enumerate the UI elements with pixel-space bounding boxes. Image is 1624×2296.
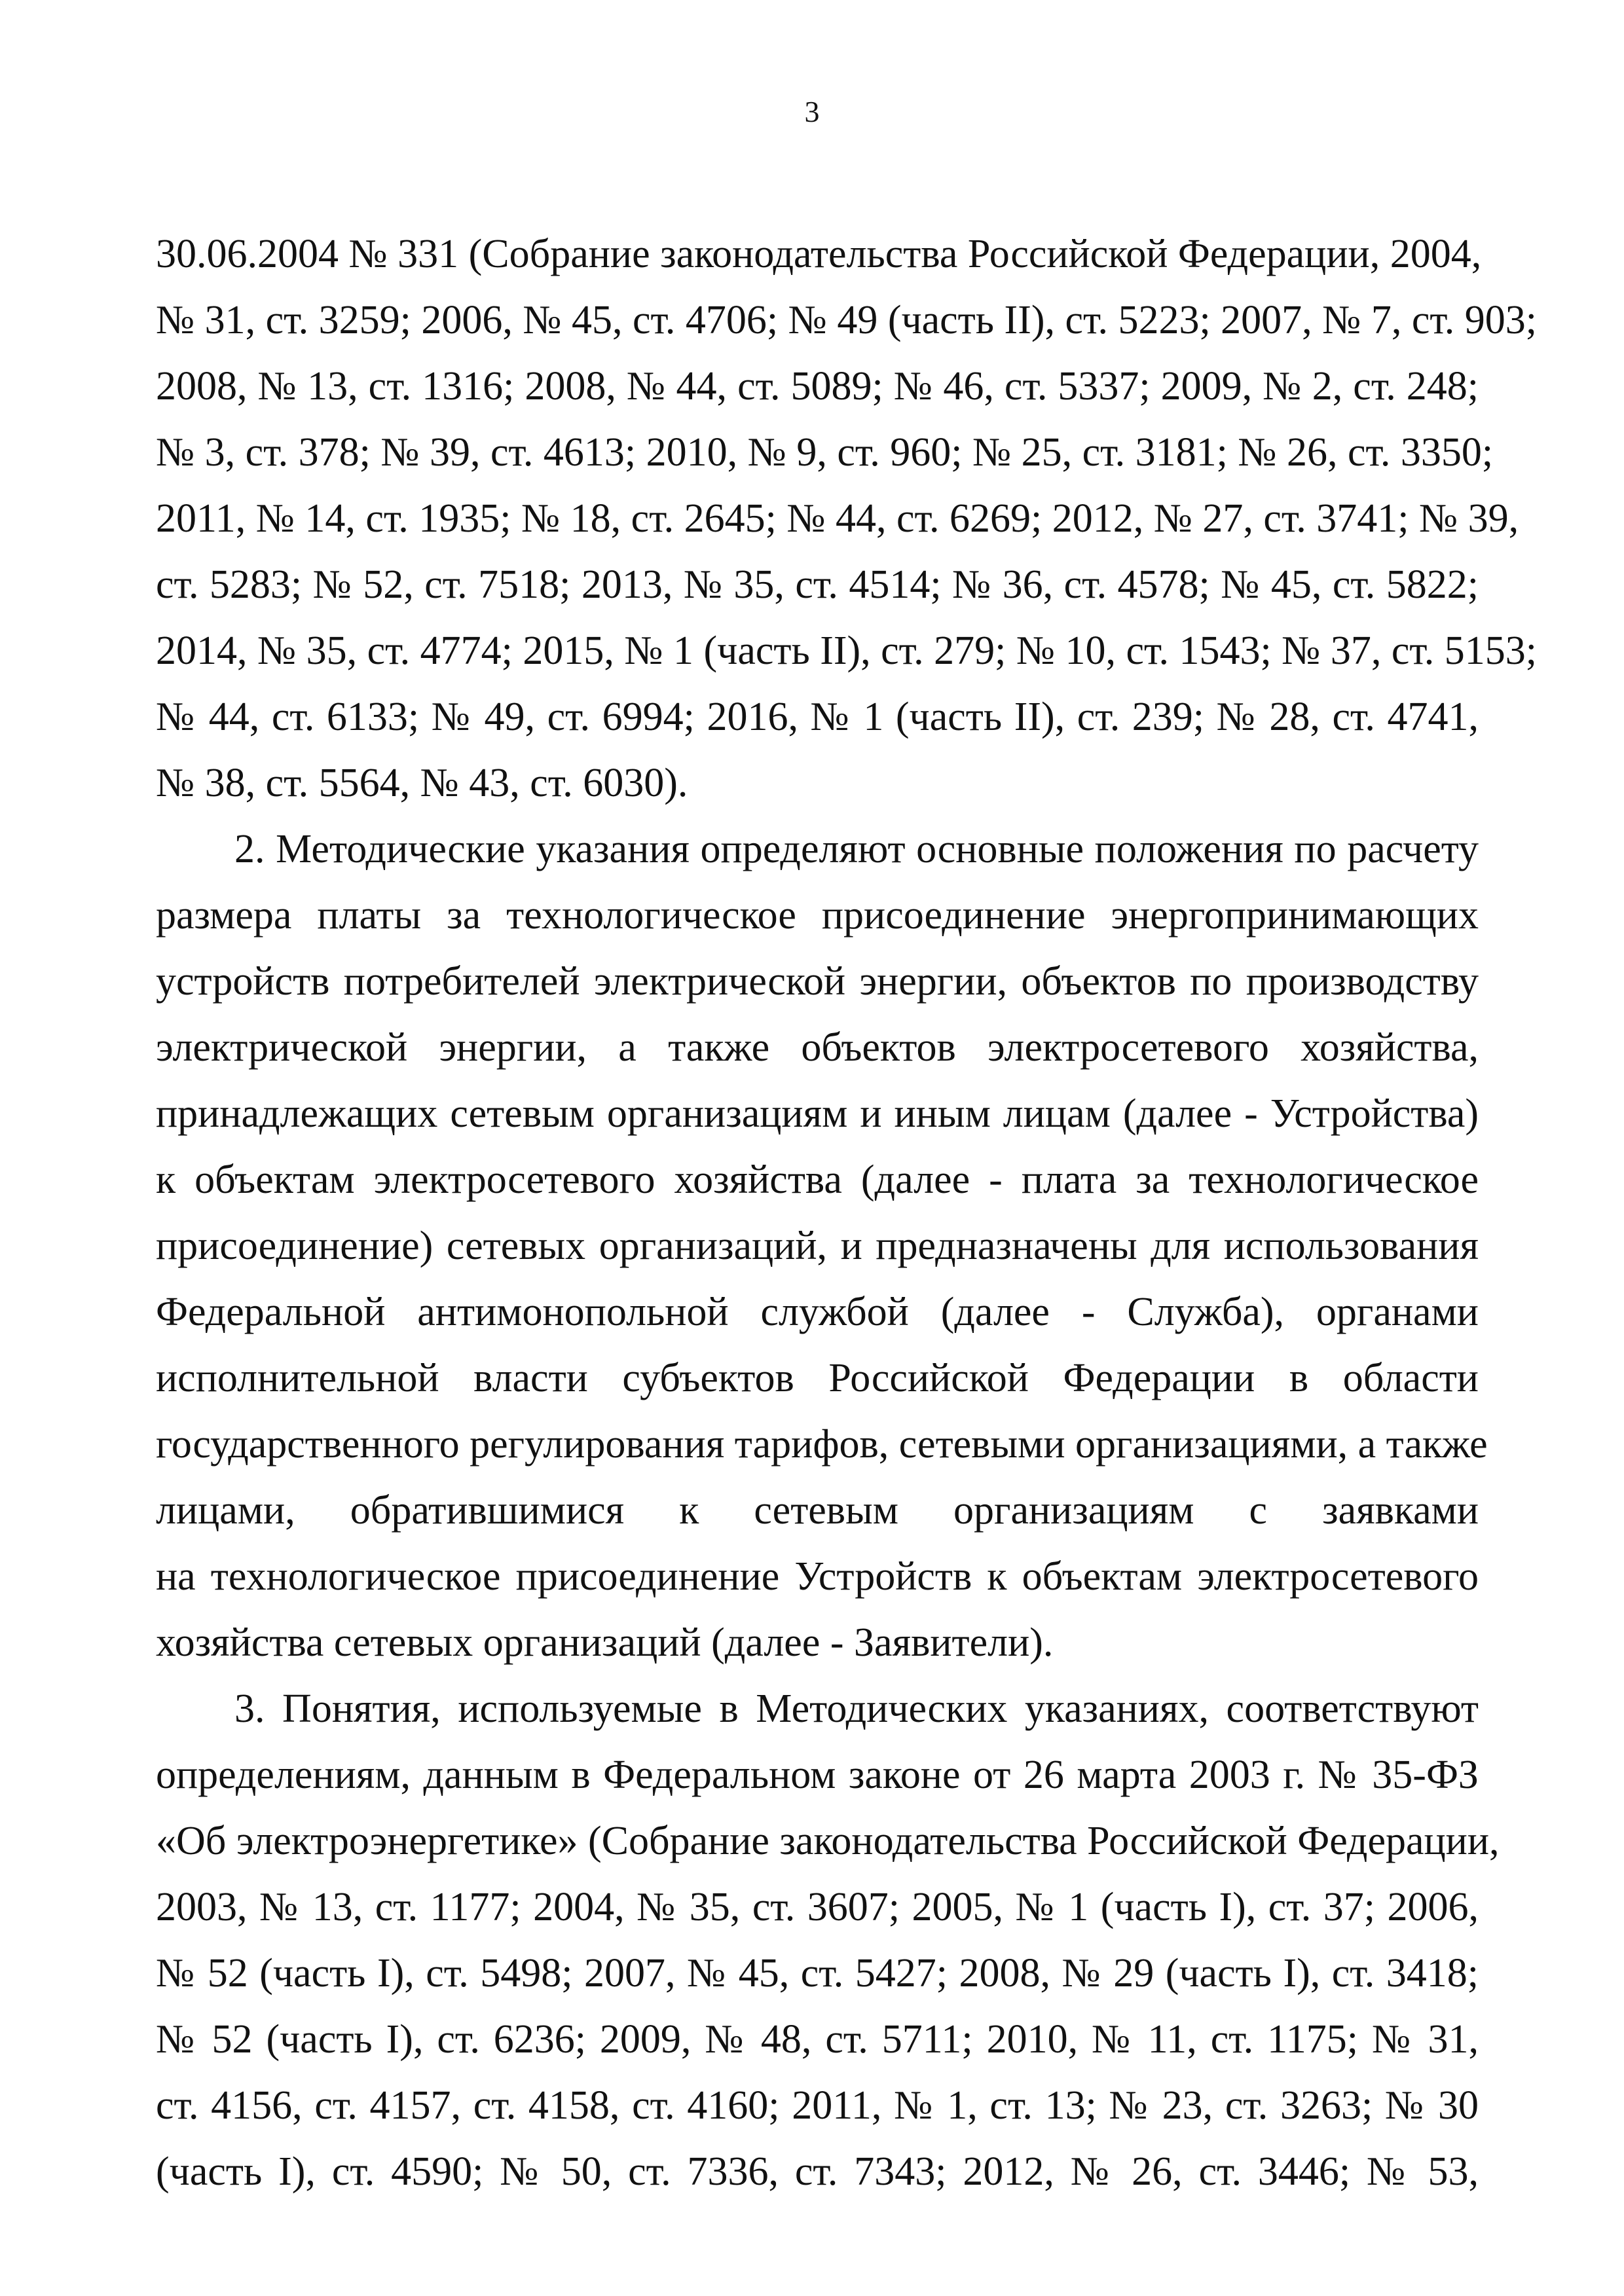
text-line: 2003, № 13, ст. 1177; 2004, № 35, ст. 3607; 2005, № 1 (часть I), ст. 37; 2006,	[156, 1885, 1479, 1929]
text-line: электрической энергии, а также объектов электросетевого хозяйства,	[156, 1025, 1479, 1070]
text-line: государственного регулирования тарифов, сетевыми организациями, а также	[156, 1422, 1488, 1467]
text-line: № 52 (часть I), ст. 5498; 2007, № 45, ст. 5427; 2008, № 29 (часть I), ст. 3418;	[156, 1951, 1479, 1995]
text-line: 3. Понятия, используемые в Методических указаниях, соответствуют	[234, 1686, 1479, 1731]
text-line: 30.06.2004 № 331 (Собрание законодательства Российской Федерации, 2004,	[156, 232, 1482, 276]
text-line: присоединение) сетевых организаций, и предназначены для использования	[156, 1224, 1479, 1268]
text-line: исполнительной власти субъектов Российской Федерации в области	[156, 1356, 1479, 1400]
text-line: № 38, ст. 5564, № 43, ст. 6030).	[156, 761, 688, 805]
text-line: № 31, ст. 3259; 2006, № 45, ст. 4706; № 49 (часть II), ст. 5223; 2007, № 7, ст. 903;	[156, 298, 1537, 342]
text-line: ст. 4156, ст. 4157, ст. 4158, ст. 4160; 2011, № 1, ст. 13; № 23, ст. 3263; № 30	[156, 2083, 1479, 2128]
text-line: 2011, № 14, ст. 1935; № 18, ст. 2645; № 44, ст. 6269; 2012, № 27, ст. 3741; № 39,	[156, 496, 1519, 541]
text-line: Федеральной антимонопольной службой (далее - Служба), органами	[156, 1290, 1479, 1334]
paragraph-1	[156, 221, 1537, 816]
text-line: размера платы за технологическое присоединение энергопринимающих	[156, 893, 1479, 938]
text-line: № 3, ст. 378; № 39, ст. 4613; 2010, № 9, ст. 960; № 25, ст. 3181; № 26, ст. 3350;	[156, 430, 1494, 475]
paragraph-2	[156, 816, 1488, 1676]
text-line: к объектам электросетевого хозяйства (далее - плата за технологическое	[156, 1157, 1479, 1202]
text-line: 2008, № 13, ст. 1316; 2008, № 44, ст. 5089; № 46, ст. 5337; 2009, № 2, ст. 248;	[156, 364, 1479, 409]
text-line: на технологическое присоединение Устройств к объектам электросетевого	[156, 1554, 1479, 1599]
text-line: принадлежащих сетевым организациям и иным лицам (далее - Устройства)	[156, 1091, 1479, 1136]
paragraph-3	[156, 1676, 1500, 2205]
text-line: «Об электроэнергетике» (Собрание законодательства Российской Федерации,	[156, 1819, 1500, 1863]
text-line: (часть I), ст. 4590; № 50, ст. 7336, ст. 7343; 2012, № 26, ст. 3446; № 53,	[156, 2149, 1479, 2194]
text-line: № 52 (часть I), ст. 6236; 2009, № 48, ст. 5711; 2010, № 11, ст. 1175; № 31,	[156, 2017, 1479, 2062]
text-line: № 44, ст. 6133; № 49, ст. 6994; 2016, № 1 (часть II), ст. 239; № 28, ст. 4741,	[156, 695, 1479, 739]
text-line: хозяйства сетевых организаций (далее - Заявители).	[156, 1620, 1054, 1665]
text-line: 2014, № 35, ст. 4774; 2015, № 1 (часть II), ст. 279; № 10, ст. 1543; № 37, ст. 5153;	[156, 629, 1537, 673]
page-number: 3	[804, 95, 820, 128]
text-line: лицами, обратившимися к сетевым организациям с заявками	[156, 1488, 1479, 1533]
text-line: определениям, данным в Федеральном законе от 26 марта 2003 г. № 35-ФЗ	[156, 1753, 1479, 1797]
text-line: 2. Методические указания определяют основные положения по расчету	[234, 827, 1479, 871]
text-line: устройств потребителей электрической энергии, объектов по производству	[156, 959, 1479, 1004]
text-line: ст. 5283; № 52, ст. 7518; 2013, № 35, ст. 4514; № 36, ст. 4578; № 45, ст. 5822;	[156, 562, 1479, 607]
body-text	[156, 221, 1537, 2205]
